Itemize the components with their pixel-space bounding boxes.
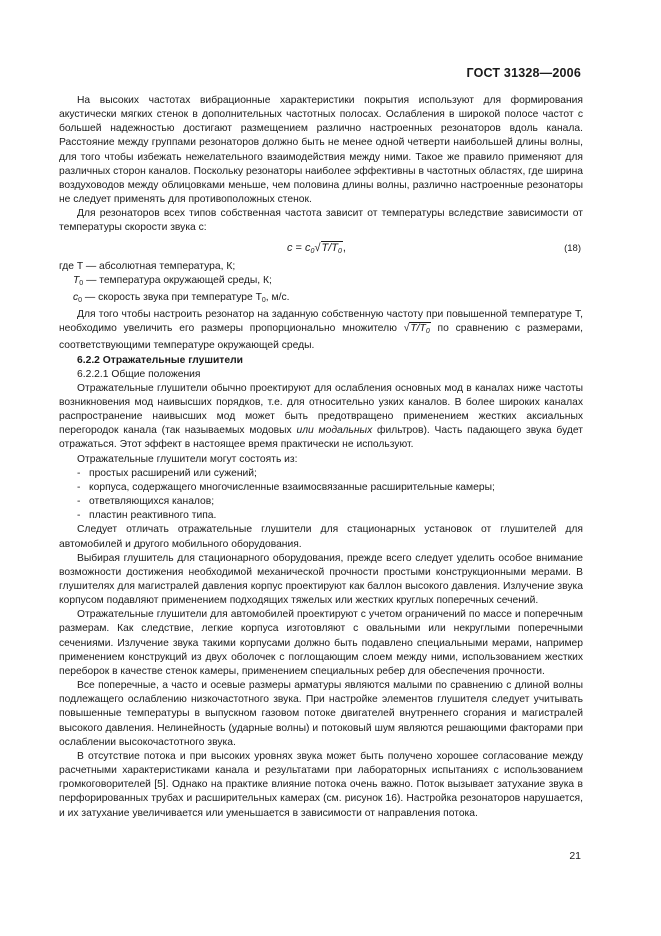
paragraph-stationary-selection: Выбирая глушитель для стационарного оборудования, прежде всего следует уделить особое внимание возможности достижения необходимой механической прочности простыми конструкционными мерами. В глушителях для магистралей давления корпус проектируют как баллон высокого давления. Излучение звука корпусом подавляют применением подходящих тяжелых или жестких круглых поперечных сечений. <box>59 552 583 607</box>
paragraph-tuning-high-temp: Для того чтобы настроить резонатор на заданную собственную частоту при повышенной температуре T, необходимо увеличить его размеры пропорционально множителю $√T/T_0$ по сравнению с размерами, соответствующими температуре окружающей среды. <box>59 309 583 352</box>
paragraph-list-intro: Отражательные глушители могут состоять из: <box>77 453 298 465</box>
paragraph-dimensions-low-freq: Все поперечные, а часто и осевые размеры арматуры являются малыми по сравнению с длиной волны подлежащего ослаблению низкочастотного звука. При настройке элементов глушителя следует учитывать повышенные температуры в выпускном газовом потоке двигателей внутреннего сгорания и магистралей высокого давления. Нелинейность (ударные волны) и потоковый шум являются решающими факторами при ослаблении высокочастотного звука. <box>59 680 583 748</box>
components-list <box>59 467 583 524</box>
paragraph-resonators-high-freq: На высоких частотах вибрационные характеристики покрытия используют для формирования акустически мягких стенок в дополнительных частотных полосах. Ослабления в широкой полосе частот с большей надежностью достигают размещением различно настроенных резонаторов вдоль канала. Расстояние между группами резонаторов должно быть не менее одной четверти наибольшей длины волны, для того чтобы избежать нежелательного взаимодействия между ними. Такое же правило применяют для различных сторон каналов. Поскольку резонаторы наиболее эффективны в частотных областях, где ширина воздуховодов между облицовками меньше, чем половина длины волны, различно настроенные резонаторы не следует применять для противоположных стенок. <box>59 95 583 206</box>
list-item: - простых расширений или сужений; <box>77 467 257 479</box>
definition-sound-speed: $c_0$ — скорость звука при температуре $T_0$, м/с. <box>73 291 290 304</box>
paragraph-stationary-vs-mobile: Следует отличать отражательные глушители для стационарных установок от глушителей для автомобилей и другого мобильного оборудования. <box>59 524 583 550</box>
list-item: - корпуса, содержащего многочисленные взаимосвязанные расширительные камеры; <box>77 481 495 493</box>
formula-expression: $c = c_0√T/T_0$, <box>287 241 346 255</box>
definition-ambient-temperature: $T_0$ — температура окружающей среды, К; <box>73 274 272 287</box>
list-item: - ответвляющихся каналов; <box>77 496 215 508</box>
paragraph-automotive-mufflers: Отражательные глушители для автомобилей проектируют с учетом ограничений по массе и поперечным размерам. Как следствие, легкие корпуса изготовляют с овальными или некруглыми поперечными сечениями. Излучение звука такими корпусами должно быть подавлено специальными мерами, например применением конструкций из двух оболочек с поглощающим слоем между ними, использованием жестких переборок в качестве стенок камеры, применением специальных ребер для обеспечения прочности. <box>59 609 583 677</box>
list-item: - пластин реактивного типа. <box>77 510 217 522</box>
document-id: ГОСТ 31328—2006 <box>466 66 581 80</box>
formula-number: (18) <box>564 242 581 254</box>
section-heading-reflective-mufflers: 6.2.2 Отражательные глушители <box>77 354 243 366</box>
definition-absolute-temperature: где T — абсолютная температура, К; <box>59 260 236 272</box>
paragraph-flow-effects: В отсутствие потока и при высоких уровнях звука может быть получено хорошее согласование между расчетными характеристиками канала и результатами при лабораторных испытаниях с использованием громкоговорителей [5]. Однако на практике влияние потока очень важно. Поток вызывает затухание звука в перфорированных трубах и расширительных камерах (см. рисунок 16). Настройка резонаторов нарушается, и их затухание увеличивается или уменьшается в зависимости от направления потока. <box>59 750 583 819</box>
paragraph-temperature-dependence: Для резонаторов всех типов собственная частота зависит от температуры вследствие зависимости от температуры скорости звука c: <box>59 208 583 234</box>
page-body <box>59 94 583 821</box>
page-number: 21 <box>569 850 581 862</box>
paragraph-reflective-design: Отражательные глушители обычно проектируют для ослабления основных мод в каналах ниже частоты возникновения мод наивысших порядков, т.е. для относительно узких каналов. В более широких каналах распространение наивысших мод может быть предотвращено применением жестких аксиальных перегородок канала (так называемых модовых или модальных фильтров). Часть падающего звука будет отражаться. Этот эффект в настоящее время практически не используют. <box>59 382 583 451</box>
subsection-heading-general: 6.2.2.1 Общие положения <box>77 368 201 380</box>
formula-18 <box>59 238 583 259</box>
